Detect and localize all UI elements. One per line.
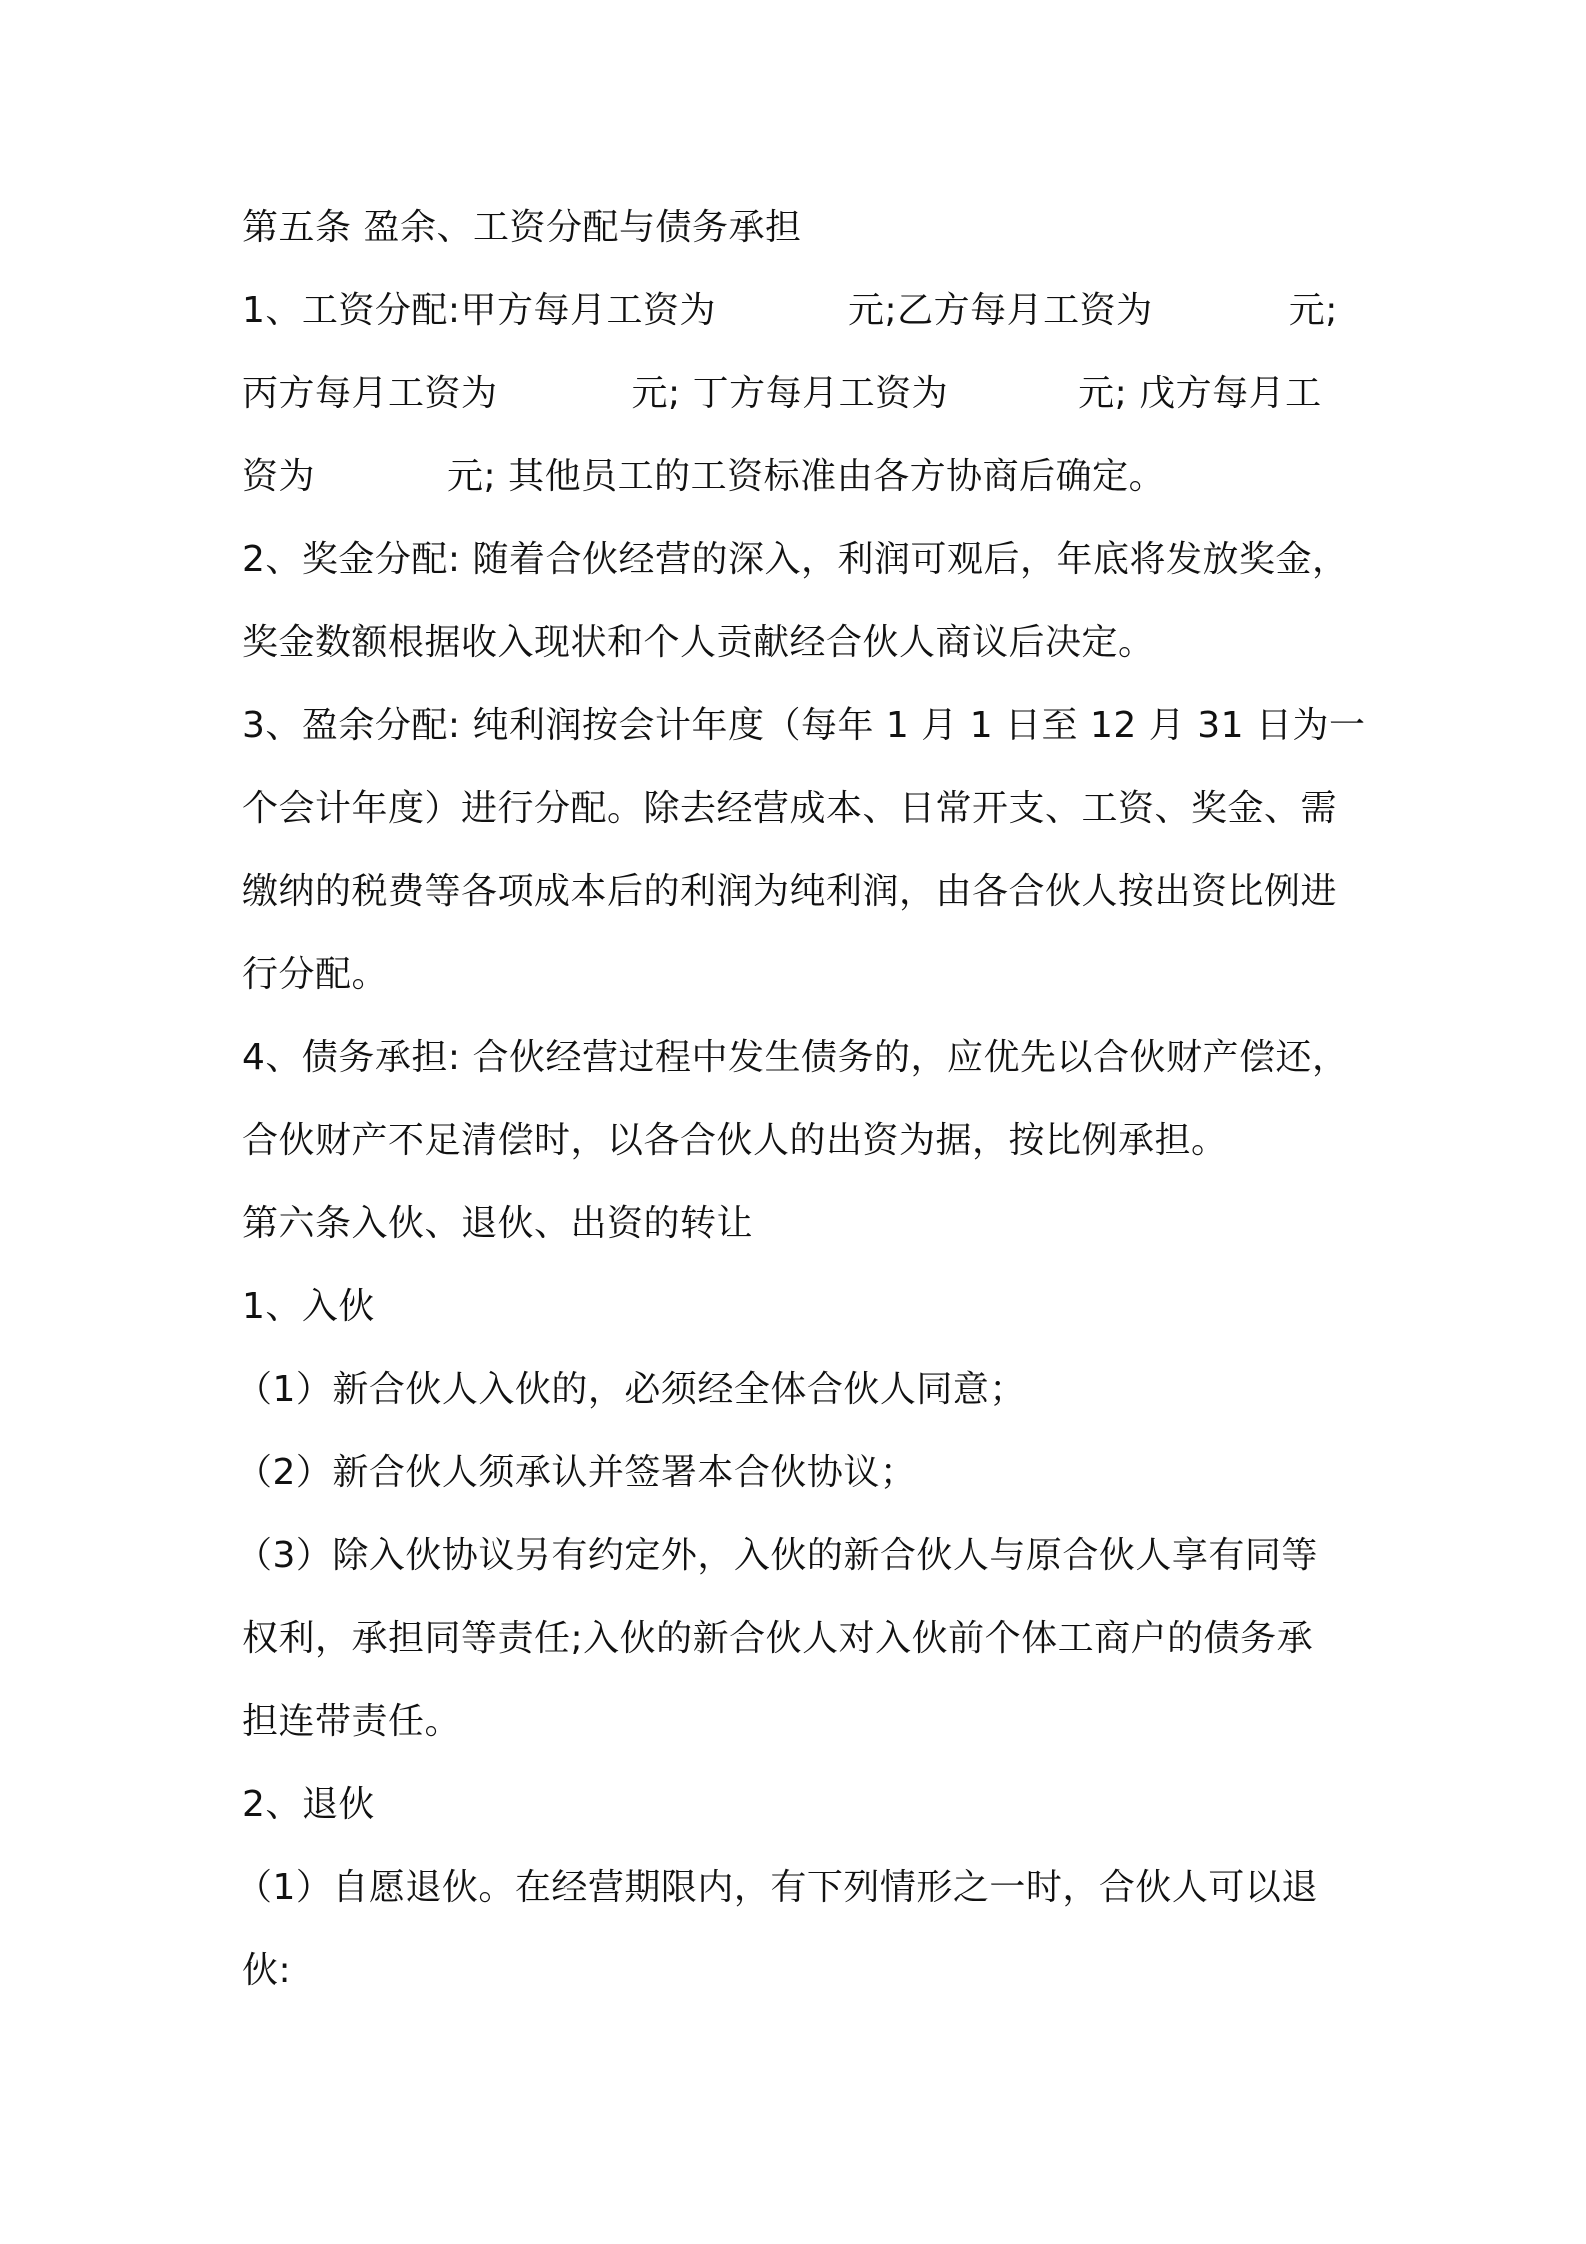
join-item-2 — [236, 1451, 1356, 1495]
join-item-3-text-2: 权利，承担同等责任;入伙的新合伙人对入伙前个体工商户的债务承 — [242, 1618, 1314, 1659]
surplus-text-2: 个会计年度）进行分配。除去经营成本、日常开支、工资、奖金、需 — [242, 788, 1338, 829]
join-item-1 — [236, 1368, 1356, 1412]
bonus-text-1: 2、奖金分配: 随着合伙经营的深入，利润可观后，年底将发放奖金， — [242, 539, 1349, 580]
article-6-heading-text: 第六条入伙、退伙、出资的转让 — [242, 1203, 754, 1244]
bonus-line-1 — [242, 538, 1362, 582]
join-heading-text: 1、入伙 — [242, 1286, 375, 1327]
salary-text-g: 资为 — [242, 456, 316, 497]
surplus-line-1 — [242, 704, 1366, 748]
salary-text-c: 元; — [1288, 290, 1338, 331]
article-5-heading-text: 第五条 盈余、工资分配与债务承担 — [242, 207, 802, 248]
withdraw-heading — [242, 1783, 1362, 1827]
salary-text-b: 元;乙方每月工资为 — [848, 290, 1153, 331]
bonus-line-2 — [242, 621, 1362, 665]
withdraw-item-1-line-1 — [236, 1866, 1356, 1910]
salary-text-f: 元; 戊方每月工 — [1078, 373, 1322, 414]
article-5-heading — [242, 206, 1362, 250]
join-item-1-text: （1）新合伙人入伙的，必须经全体合伙人同意； — [236, 1369, 1026, 1410]
surplus-line-4 — [242, 953, 1362, 997]
salary-text-d: 丙方每月工资为 — [242, 373, 498, 414]
salary-text-h: 元; 其他员工的工资标准由各方协商后确定。 — [447, 456, 1166, 497]
salary-line-1 — [242, 289, 1362, 333]
join-item-2-text: （2）新合伙人须承认并签署本合伙协议； — [236, 1452, 917, 1493]
salary-line-3 — [242, 455, 1362, 499]
surplus-line-3 — [242, 870, 1362, 914]
debt-line-1 — [242, 1036, 1362, 1080]
join-heading — [242, 1285, 1362, 1329]
withdraw-heading-text: 2、退伙 — [242, 1784, 375, 1825]
join-item-3-line-2 — [242, 1617, 1362, 1661]
debt-text-2: 合伙财产不足清偿时，以各合伙人的出资为据，按比例承担。 — [242, 1120, 1228, 1161]
surplus-text-1: 3、盈余分配: 纯利润按会计年度（每年 1 月 1 日至 12 月 31 日为一 — [242, 705, 1366, 746]
withdraw-item-1-text-2: 伙: — [242, 1950, 292, 1991]
debt-text-1: 4、债务承担: 合伙经营过程中发生债务的，应优先以合伙财产偿还， — [242, 1037, 1349, 1078]
bonus-text-2: 奖金数额根据收入现状和个人贡献经合伙人商议后决定。 — [242, 622, 1155, 663]
surplus-line-2 — [242, 787, 1362, 831]
join-item-3-line-1 — [236, 1534, 1356, 1578]
article-6-heading — [242, 1202, 1362, 1246]
join-item-3-text-3: 担连带责任。 — [242, 1701, 462, 1742]
salary-line-2 — [242, 372, 1362, 416]
join-item-3-line-3 — [242, 1700, 1362, 1744]
withdraw-item-1-line-2 — [242, 1949, 1362, 1993]
debt-line-2 — [242, 1119, 1362, 1163]
join-item-3-text-1: （3）除入伙协议另有约定外，入伙的新合伙人与原合伙人享有同等 — [236, 1535, 1318, 1576]
salary-text-e: 元; 丁方每月工资为 — [631, 373, 949, 414]
salary-text-a: 1、工资分配:甲方每月工资为 — [242, 290, 717, 331]
withdraw-item-1-text-1: （1）自愿退伙。在经营期限内，有下列情形之一时，合伙人可以退 — [236, 1867, 1318, 1908]
surplus-text-3: 缴纳的税费等各项成本后的利润为纯利润，由各合伙人按出资比例进 — [242, 871, 1338, 912]
surplus-text-4: 行分配。 — [242, 954, 389, 995]
